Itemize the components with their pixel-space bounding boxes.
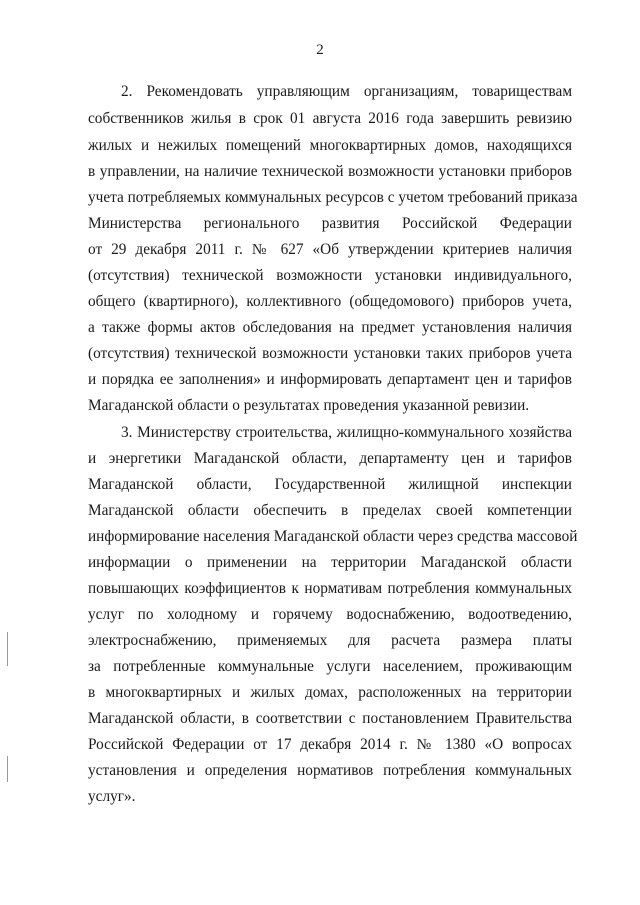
paragraph-line: жилых и нежилых помещений многоквартирных домов, находящихся	[88, 137, 572, 154]
paragraph-line: электроснабжению, применяемых для расчета размера платы	[88, 632, 572, 649]
paragraph-line: за потребленные коммунальные услуги населением, проживающим	[88, 658, 572, 675]
paragraph-line: информирование населения Магаданской области через средства массовой	[88, 528, 578, 545]
paragraph-line: Магаданской области, Государственной жилищной инспекции	[88, 476, 572, 493]
paragraph-line: (отсутствия) технической возможности установки таких приборов учета	[88, 345, 572, 362]
paragraph-line: услуг».	[88, 788, 136, 805]
paragraph-line: в управлении, на наличие технической возможности установки приборов	[88, 163, 572, 180]
page-number: 2	[316, 42, 324, 58]
paragraph-line: Российской Федерации от 17 декабря 2014 г. № 1380 «О вопросах	[88, 736, 572, 753]
paragraph-line: Министерства регионального развития Российской Федерации	[88, 215, 572, 232]
paragraph-line: собственников жилья в срок 01 августа 2016 года завершить ревизию	[88, 110, 572, 127]
paragraph-line: в многоквартирных и жилых домах, расположенных на территории	[88, 684, 572, 701]
paragraph-line: установления и определения нормативов потребления коммунальных	[88, 762, 572, 779]
paragraph-line: а также формы актов обследования на предмет установления наличия	[88, 319, 572, 336]
paragraph-line: и энергетики Магаданской области, департаменту цен и тарифов	[88, 450, 572, 467]
paragraph-line: Магаданской области, в соответствии с постановлением Правительства	[88, 710, 572, 727]
paragraph-line: от 29 декабря 2011 г. № 627 «Об утверждении критериев наличия	[88, 241, 572, 258]
paragraph-line: 3. Министерству строительства, жилищно-коммунального хозяйства	[121, 424, 572, 441]
paragraph-line: общего (квартирного), коллективного (общедомового) приборов учета,	[88, 293, 572, 310]
paragraph-line: информации о применении на территории Магаданской области	[88, 554, 572, 571]
paragraph-line: и порядка ее заполнения» и информировать департамент цен и тарифов	[88, 371, 572, 388]
paragraph-line: Магаданской области о результатах проведения указанной ревизии.	[88, 397, 530, 414]
paragraph-line: (отсутствия) технической возможности установки индивидуального,	[88, 267, 572, 284]
paragraph-line: учета потребляемых коммунальных ресурсов с учетом требований приказа	[88, 189, 578, 206]
scan-margin-mark	[7, 756, 8, 782]
paragraph-line: Магаданской области обеспечить в пределах своей компетенции	[88, 502, 572, 519]
scan-margin-mark	[7, 632, 8, 666]
paragraph-line: услуг по холодному и горячему водоснабжению, водоотведению,	[88, 606, 572, 623]
paragraph-line: повышающих коэффициентов к нормативам потребления коммунальных	[88, 580, 572, 597]
paragraph-line: 2. Рекомендовать управляющим организациям, товариществам	[121, 83, 572, 100]
